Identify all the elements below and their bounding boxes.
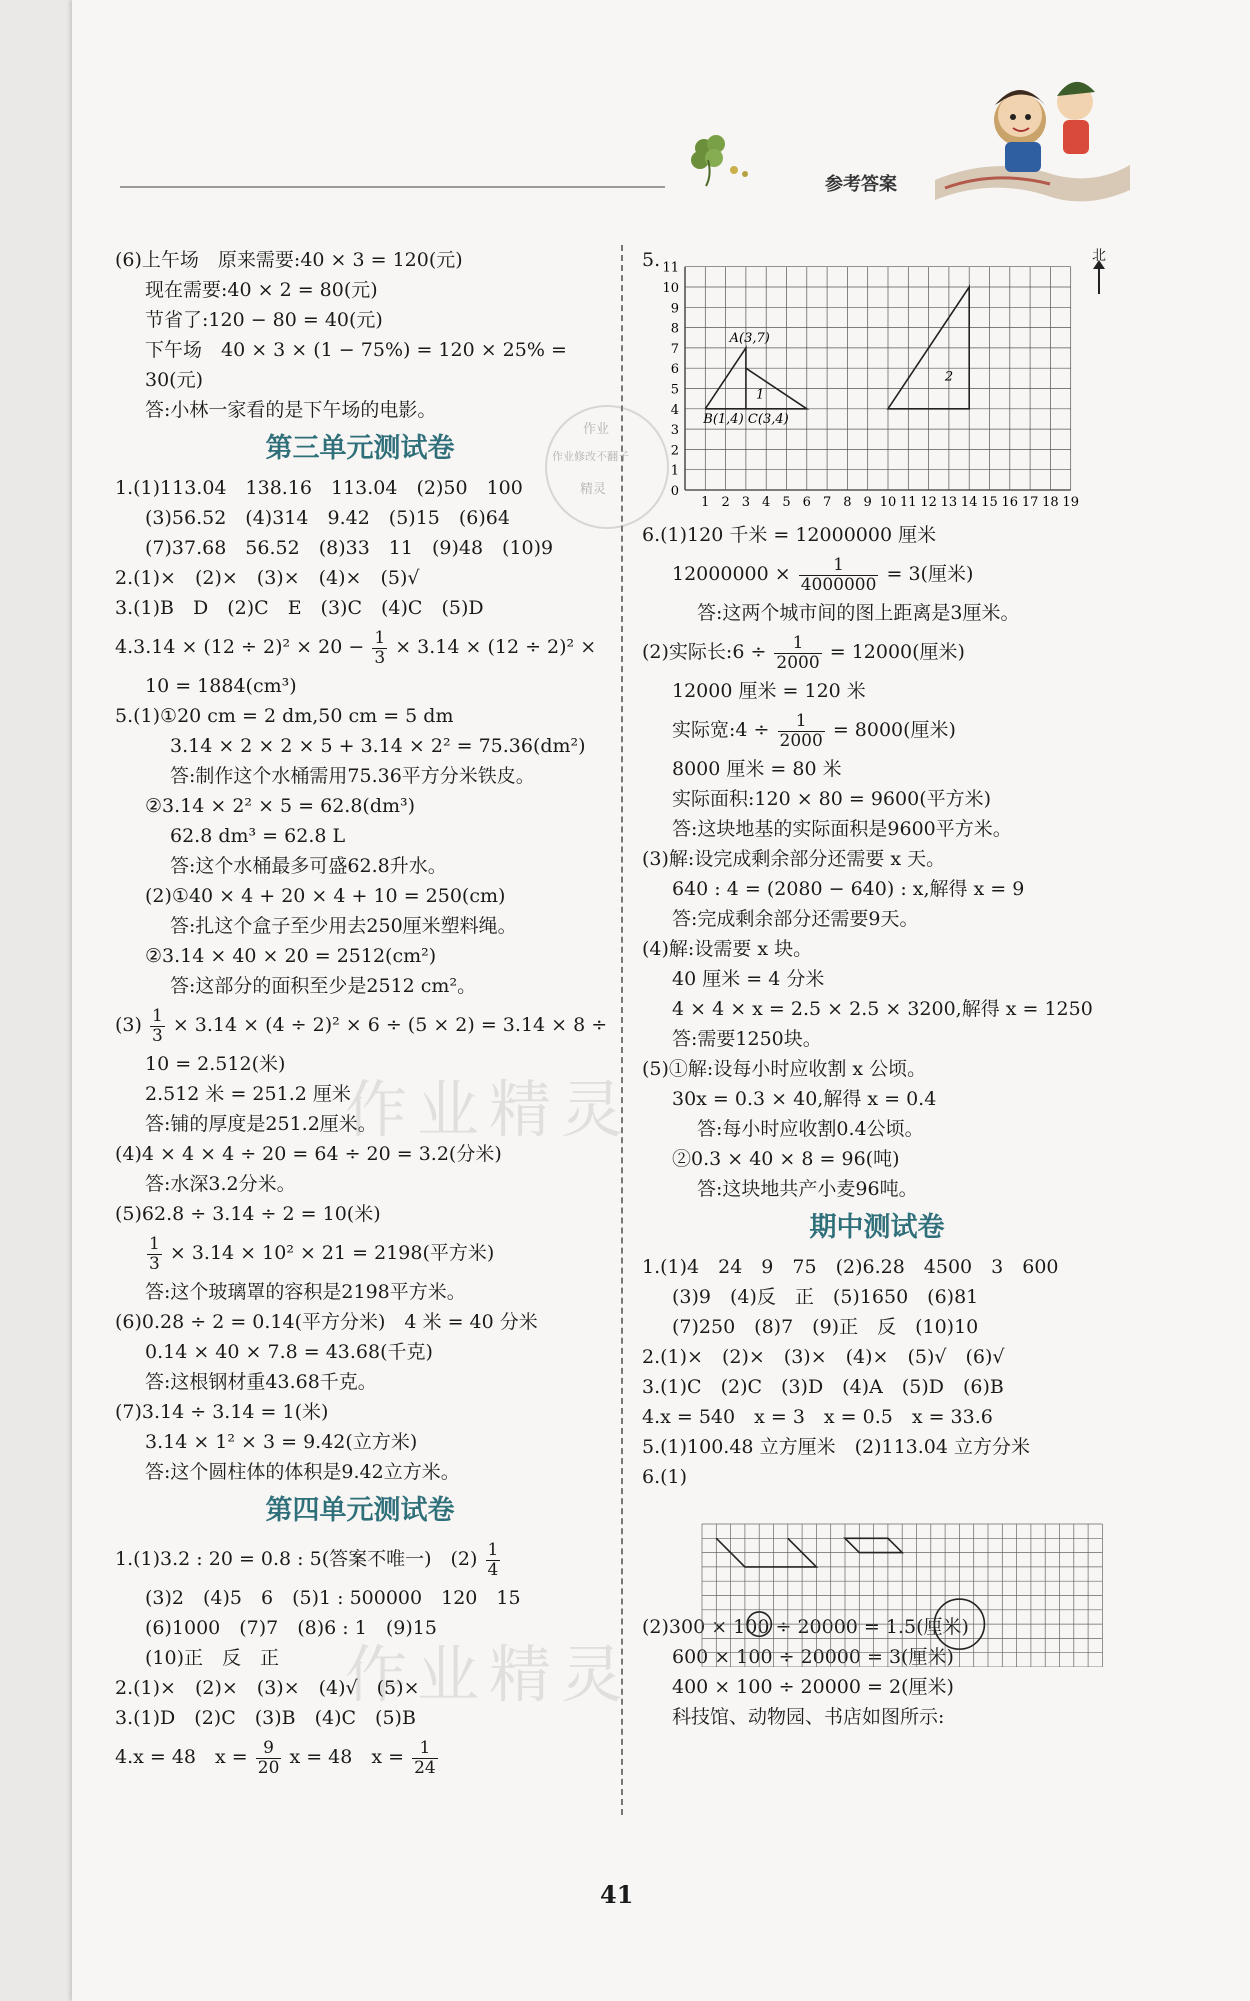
text-line: (5)62.8 ÷ 3.14 ÷ 2 = 10(米) <box>115 1203 381 1225</box>
text-line: 现在需要:40 × 2 = 80(元) <box>145 279 378 301</box>
point-label-c: C(3,4) <box>747 412 789 428</box>
y-tick-label: 6 <box>670 362 679 378</box>
text-segment: 4.3.14 × (12 ÷ 2)² × 20 − <box>115 636 365 658</box>
text-line: 答:需要1250块。 <box>672 1028 822 1050</box>
y-tick-label: 2 <box>670 443 679 459</box>
y-tick-label: 10 <box>662 281 679 296</box>
x-tick-label: 13 <box>940 495 958 510</box>
x-tick-label: 3 <box>741 495 751 510</box>
y-tick-label: 8 <box>670 321 679 337</box>
section-title-unit3: 第三单元测试卷 <box>265 433 455 464</box>
text-line: (5)①解:设每小时应收割 x 公顷。 <box>642 1058 927 1080</box>
x-tick-label: 2 <box>721 495 730 510</box>
text-line-fraction <box>115 1229 605 1277</box>
text-line: 答:这个圆柱体的体积是9.42立方米。 <box>145 1461 460 1483</box>
watermark-text-1: 作业精灵 <box>345 1073 634 1146</box>
text-line: 62.8 dm³ = 62.8 L <box>170 825 346 847</box>
text-segment: = 3(厘米) <box>886 563 974 585</box>
text-line: 答:制作这个水桶需用75.36平方分米铁皮。 <box>170 765 535 787</box>
x-tick-label: 5 <box>782 495 791 510</box>
fraction-one-third: $\frac{1}{3}$ <box>151 1005 163 1046</box>
text-line: ②0.3 × 40 × 8 = 96(吨) <box>672 1148 900 1170</box>
text-line: 3.(1)B D (2)C E (3)C (4)C (5)D <box>115 597 484 619</box>
q5-label: 5. <box>642 249 661 271</box>
text-line-fraction <box>115 1535 605 1583</box>
text-line: (7)37.68 56.52 (8)33 11 (9)48 (10)9 <box>145 537 554 559</box>
text-line: 12000 厘米 = 120 米 <box>672 680 866 702</box>
fraction-nine-twentieths: $\frac{9}{20}$ <box>257 1737 280 1778</box>
shape-grid <box>700 1522 1105 1667</box>
x-tick-label: 9 <box>863 495 872 510</box>
text-line: ②3.14 × 40 × 20 = 2512(cm²) <box>145 945 437 967</box>
text-line: (7)250 (8)7 (9)正 反 (10)10 <box>672 1316 979 1338</box>
cartoon-kids-icon <box>935 60 1130 220</box>
text-line: 科技馆、动物园、书店如图所示: <box>672 1706 945 1728</box>
y-tick-label: 5 <box>670 382 679 398</box>
x-tick-label: 4 <box>762 495 771 510</box>
text-line-fraction <box>115 1001 608 1049</box>
text-line: 答:这块地共产小麦96吨。 <box>697 1178 918 1200</box>
text-line: 节省了:120 − 80 = 40(元) <box>145 309 383 331</box>
text-line: 6.(1)120 千米 = 12000000 厘米 <box>642 524 937 546</box>
text-line: 答:小林一家看的是下午场的电影。 <box>145 399 437 421</box>
text-segment: = 8000(厘米) <box>832 719 956 741</box>
text-line: 40 厘米 = 4 分米 <box>672 968 825 990</box>
text-line: 3.14 × 1² × 3 = 9.42(立方米) <box>145 1431 418 1453</box>
fraction-one-2000: $\frac{1}{2000}$ <box>776 632 820 673</box>
stamp-text-top: 作业 <box>583 422 610 437</box>
fraction-one-2000: $\frac{1}{2000}$ <box>779 710 823 751</box>
x-tick-label: 18 <box>1042 495 1059 510</box>
text-line: (7)3.14 ÷ 3.14 = 1(米) <box>115 1401 329 1423</box>
text-line: (3)9 (4)反 正 (5)1650 (6)81 <box>672 1286 979 1308</box>
text-segment: 12000000 × <box>672 563 791 585</box>
text-line: 3.(1)D (2)C (3)B (4)C (5)B <box>115 1707 416 1729</box>
fraction-one-third: $\frac{1}{3}$ <box>374 627 386 668</box>
text-line: 2.(1)× (2)× (3)× (4)× (5)√ (6)√ <box>642 1346 1005 1368</box>
y-tick-label: 1 <box>670 463 679 479</box>
y-tick-label: 7 <box>670 341 679 357</box>
text-line: (2)300 × 100 ÷ 20000 = 1.5(厘米) <box>642 1616 969 1638</box>
text-line: 2.512 米 = 251.2 厘米 <box>145 1083 351 1105</box>
text-line: 2.(1)× (2)× (3)× (4)√ (5)× <box>115 1677 420 1699</box>
stamp-text-mid: 作业修改不翻子 <box>552 450 629 463</box>
text-line-fraction <box>115 1733 605 1781</box>
north-arrow-icon <box>1098 266 1100 294</box>
north-label: 北 <box>1092 248 1106 264</box>
x-tick-label: 16 <box>1001 495 1019 510</box>
text-line: 400 × 100 ÷ 20000 = 2(厘米) <box>672 1676 954 1698</box>
y-tick-label: 4 <box>670 402 679 418</box>
x-tick-label: 12 <box>920 495 937 510</box>
text-line: 4.x = 540 x = 3 x = 0.5 x = 33.6 <box>642 1406 993 1428</box>
x-tick-label: 10 <box>879 495 897 510</box>
text-line: (3)解:设完成剩余部分还需要 x 天。 <box>642 848 946 870</box>
x-tick-label: 11 <box>900 495 917 510</box>
text-segment: 实际宽:4 ÷ <box>672 719 770 741</box>
watermark-text-2: 作业精灵 <box>345 1638 634 1711</box>
text-line: 答:这个玻璃罩的容积是2198平方米。 <box>145 1281 466 1303</box>
text-segment: x = 48 x = <box>289 1746 405 1768</box>
x-tick-label: 19 <box>1062 495 1079 510</box>
text-line: (4)解:设需要 x 块。 <box>642 938 813 960</box>
text-line: ②3.14 × 2² × 5 = 62.8(dm³) <box>145 795 416 817</box>
stamp-text-bottom: 精灵 <box>580 482 607 497</box>
text-line: 答:这个水桶最多可盛62.8升水。 <box>170 855 447 877</box>
shape-label-2: 2 <box>944 369 954 385</box>
text-line: 10 = 1884(cm³) <box>145 675 297 697</box>
fraction-one-4000000: $\frac{1}{4000000}$ <box>800 554 877 595</box>
text-line: 2.(1)× (2)× (3)× (4)× (5)√ <box>115 567 420 589</box>
text-segment: = 12000(厘米) <box>829 641 965 663</box>
text-line: (6)上午场 原来需要:40 × 3 = 120(元) <box>115 249 463 271</box>
y-tick-label: 9 <box>670 301 679 317</box>
text-line: 3.14 × 2 × 2 × 5 + 3.14 × 2² = 75.36(dm²) <box>170 735 586 757</box>
text-line: 3.(1)C (2)C (3)D (4)A (5)D (6)B <box>642 1376 1004 1398</box>
text-line: 答:铺的厚度是251.2厘米。 <box>145 1113 377 1135</box>
text-segment: (2)实际长:6 ÷ <box>642 641 767 663</box>
header-label: 参考答案 <box>825 174 897 195</box>
text-line: (2)①40 × 4 + 20 × 4 + 10 = 250(cm) <box>145 885 506 907</box>
y-tick-label: 3 <box>670 423 679 439</box>
text-line: 600 × 100 ÷ 20000 = 3(厘米) <box>672 1646 954 1668</box>
page-number: 41 <box>600 1880 634 1909</box>
text-line: 1.(1)4 24 9 75 (2)6.28 4500 3 600 <box>642 1256 1059 1278</box>
text-line-fraction <box>642 706 1112 754</box>
text-line: (3)2 (4)5 6 (5)1 : 500000 120 15 <box>145 1587 521 1609</box>
text-line-fraction <box>642 550 1112 598</box>
fraction-one-third: $\frac{1}{3}$ <box>149 1233 160 1274</box>
text-line: (3)56.52 (4)314 9.42 (5)15 (6)64 <box>145 507 510 529</box>
clover-icon <box>682 130 752 190</box>
text-line: 答:这部分的面积至少是2512 cm²。 <box>170 975 477 997</box>
text-line: 1.(1)113.04 138.16 113.04 (2)50 100 <box>115 477 523 499</box>
x-tick-label: 15 <box>981 495 998 510</box>
text-line: 0.14 × 40 × 7.8 = 43.68(千克) <box>145 1341 433 1363</box>
text-segment: × 3.14 × (12 ÷ 2)² × <box>395 636 597 658</box>
point-label-a: A(3,7) <box>729 330 770 346</box>
header-rule <box>120 186 665 188</box>
text-segment: (3) <box>115 1014 142 1036</box>
text-line: 答:完成剩余部分还需要9天。 <box>672 908 919 930</box>
text-line-fraction <box>115 623 605 671</box>
text-line: 4 × 4 × x = 2.5 × 2.5 × 3200,解得 x = 1250 <box>672 998 1093 1020</box>
text-line: (6)0.28 ÷ 2 = 0.14(平方分米) 4 米 = 40 分米 <box>115 1311 538 1333</box>
text-segment: 1.(1)3.2 : 20 = 0.8 : 5(答案不唯一) (2) <box>115 1548 478 1570</box>
text-line: 答:这块地基的实际面积是9600平方米。 <box>672 818 1012 840</box>
point-label-b: B(1,4) <box>703 412 744 428</box>
section-title-unit4: 第四单元测试卷 <box>265 1495 455 1526</box>
x-tick-label: 6 <box>802 495 811 510</box>
text-line: 答:这根钢材重43.68千克。 <box>145 1371 377 1393</box>
shape-label-1: 1 <box>756 387 765 403</box>
text-segment: × 3.14 × (4 ÷ 2)² × 6 ÷ (5 × 2) = 3.14 × 8 ÷ <box>172 1014 608 1036</box>
text-line: 30x = 0.3 × 40,解得 x = 0.4 <box>672 1088 937 1110</box>
fraction-one-quarter: $\frac{1}{4}$ <box>487 1539 499 1580</box>
x-tick-label: 17 <box>1021 495 1039 510</box>
y-tick-label: 0 <box>670 484 679 499</box>
text-line: 6.(1) <box>642 1466 688 1488</box>
text-line: 10 = 2.512(米) <box>145 1053 286 1075</box>
text-line-fraction <box>642 628 1112 676</box>
section-title-midterm: 期中测试卷 <box>809 1212 945 1243</box>
x-tick-label: 7 <box>822 495 832 510</box>
y-tick-label: 11 <box>662 260 679 276</box>
text-line: 实际面积:120 × 80 = 9600(平方米) <box>672 788 992 810</box>
text-line: 5.(1)①20 cm = 2 dm,50 cm = 5 dm <box>115 705 454 727</box>
x-tick-label: 8 <box>843 495 852 510</box>
text-line: 30(元) <box>145 369 204 391</box>
text-segment: × 3.14 × 10² × 21 = 2198(平方米) <box>169 1242 495 1264</box>
text-line: 答:每小时应收割0.4公顷。 <box>697 1118 924 1140</box>
text-line: 下午场 40 × 3 × (1 − 75%) = 120 × 25% = <box>145 339 567 361</box>
text-line: 答:扎这个盒子至少用去250厘米塑料绳。 <box>170 915 517 937</box>
text-line: (6)1000 (7)7 (8)6 : 1 (9)15 <box>145 1617 437 1639</box>
text-line: 8000 厘米 = 80 米 <box>672 758 842 780</box>
text-line: 答:水深3.2分米。 <box>145 1173 296 1195</box>
text-segment: 4.x = 48 x = <box>115 1746 248 1768</box>
x-tick-label: 1 <box>701 495 710 510</box>
left-column <box>115 245 608 1781</box>
text-line: 答:这两个城市间的图上距离是3厘米。 <box>697 602 1020 624</box>
text-line: (4)4 × 4 × 4 ÷ 20 = 64 ÷ 20 = 3.2(分米) <box>115 1143 502 1165</box>
fraction-one-24th: $\frac{1}{24}$ <box>414 1737 436 1778</box>
text-line: 640 : 4 = (2080 − 640) : x,解得 x = 9 <box>672 878 1025 900</box>
text-line: 5.(1)100.48 立方厘米 (2)113.04 立方分米 <box>642 1436 1030 1458</box>
x-tick-label: 14 <box>960 495 978 510</box>
coordinate-grid <box>660 245 1100 520</box>
text-line: (10)正 反 正 <box>145 1647 280 1669</box>
